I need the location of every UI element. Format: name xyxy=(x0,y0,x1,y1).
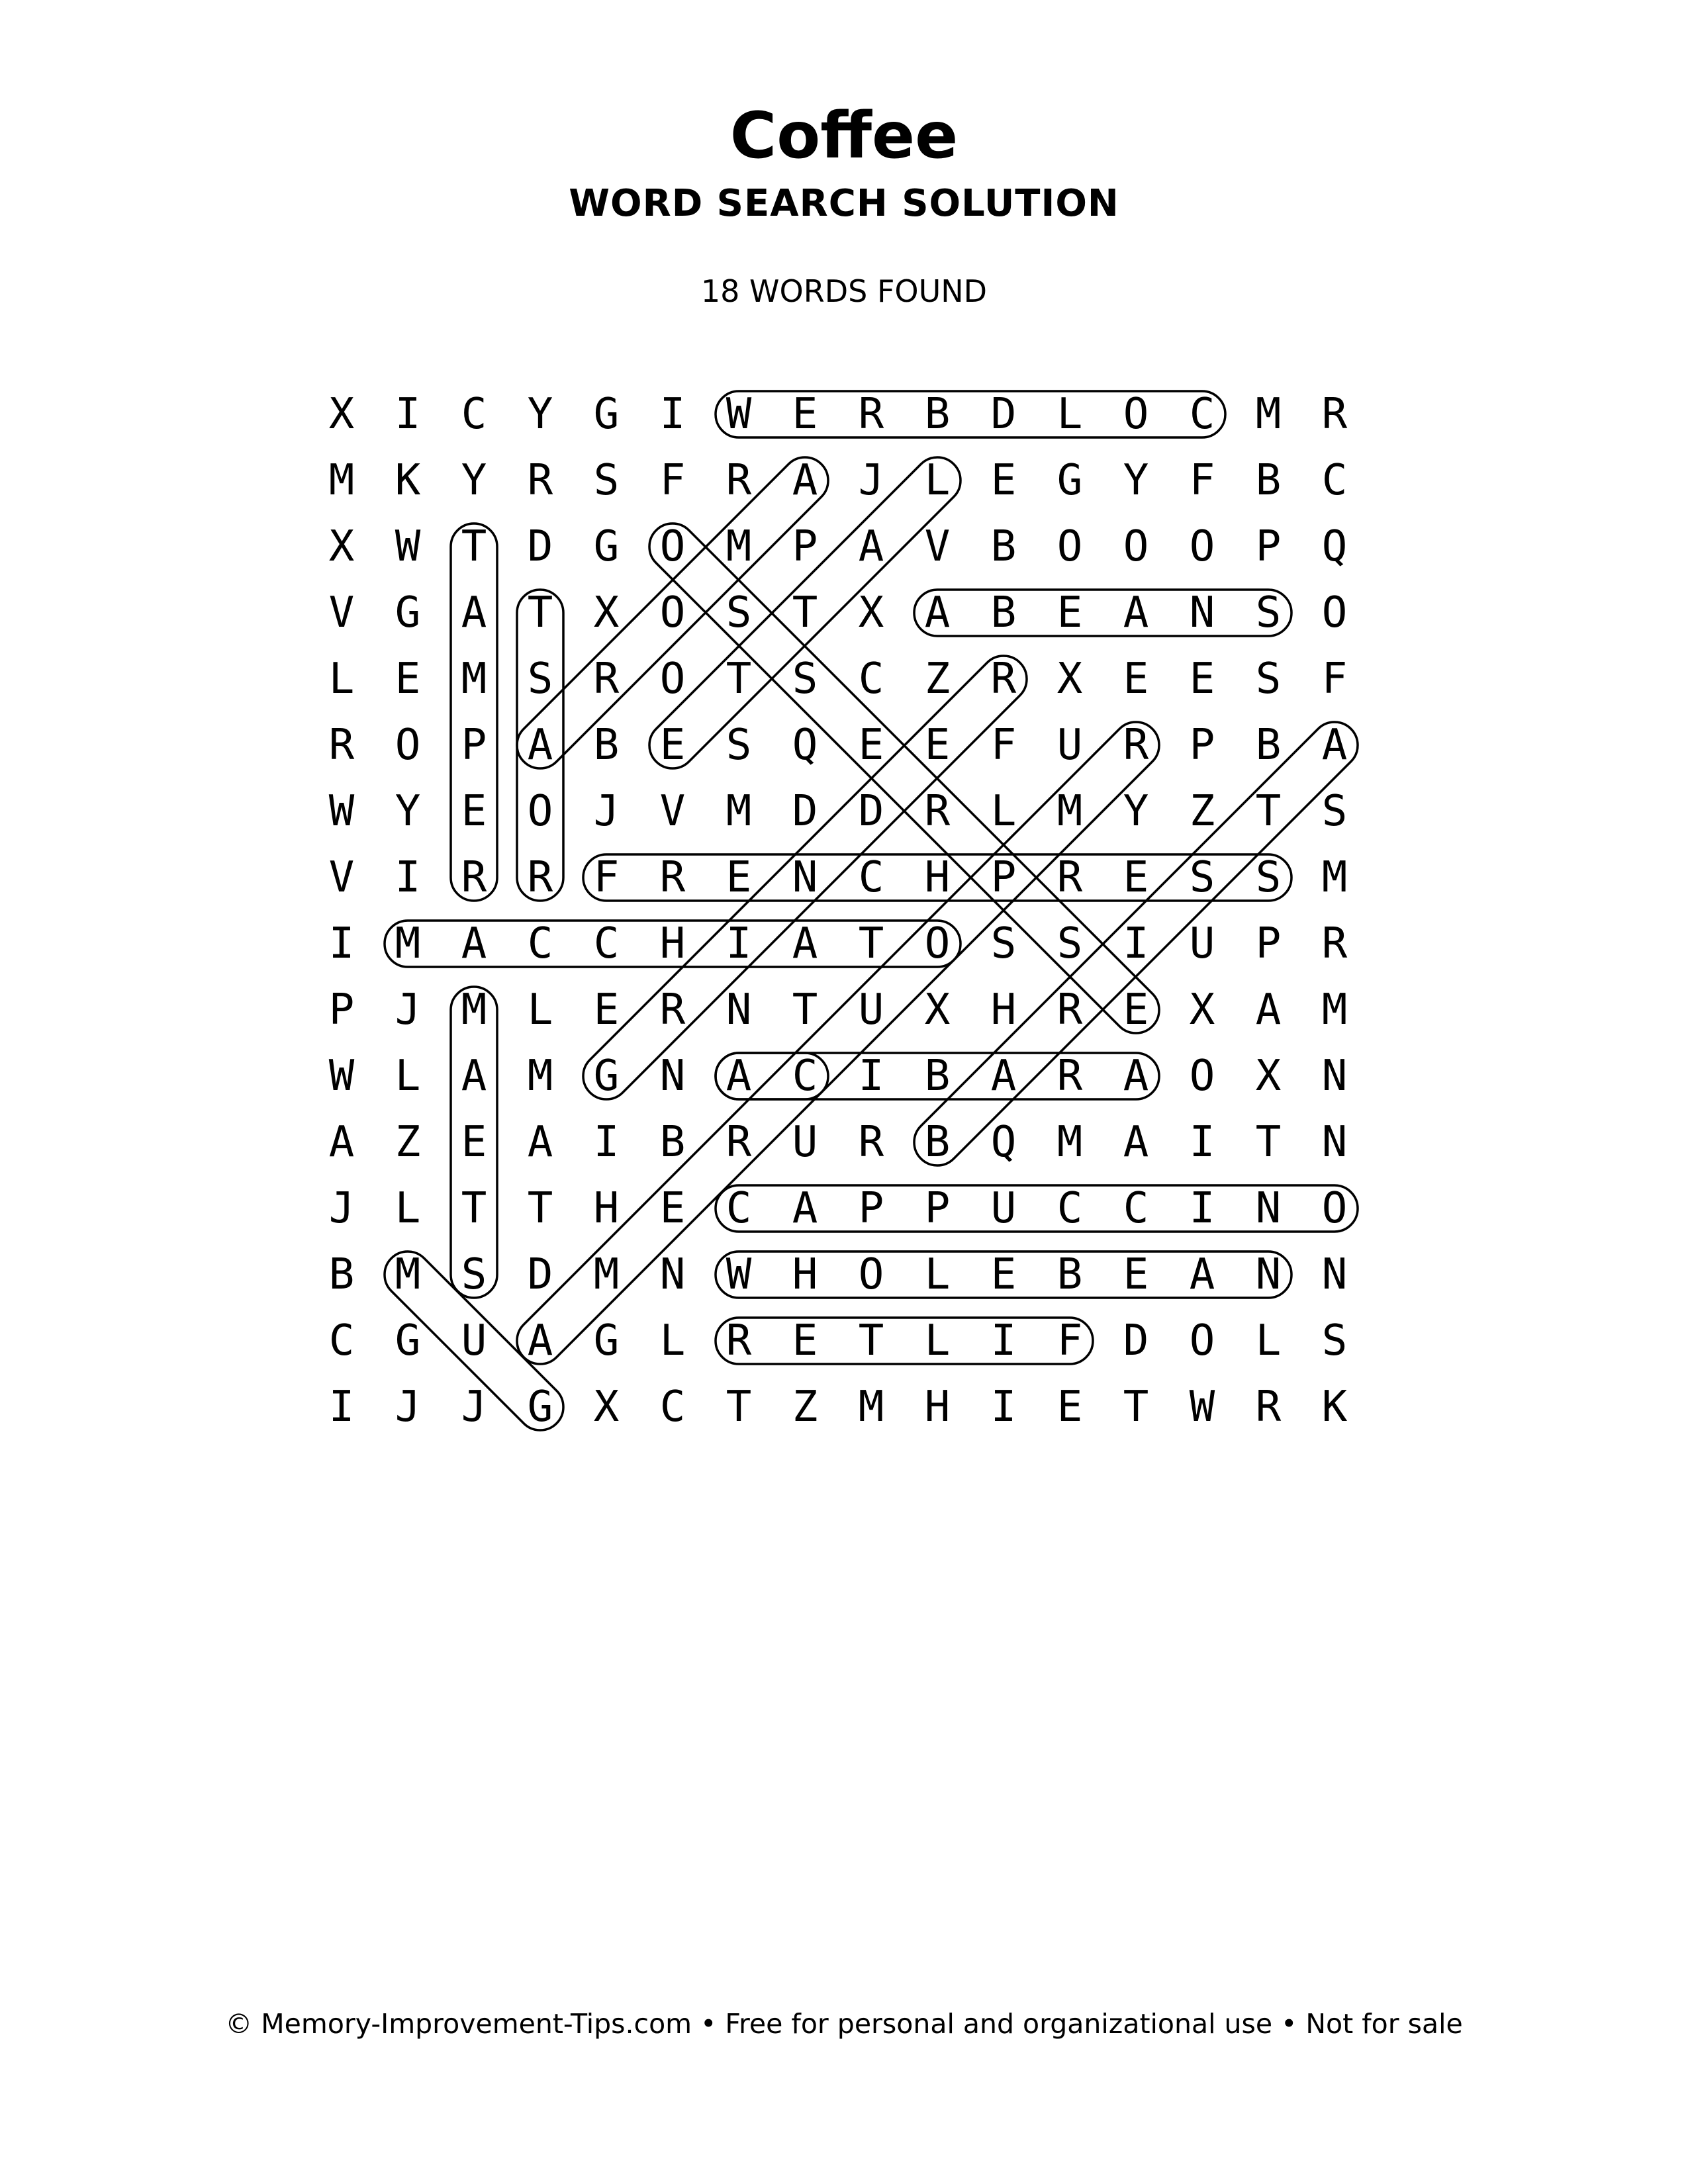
grid-letter: N xyxy=(1189,588,1215,637)
grid-letter: T xyxy=(792,588,818,637)
grid-letter: O xyxy=(1189,1052,1215,1101)
grid-letter: C xyxy=(1189,390,1215,439)
grid-letter: E xyxy=(1189,655,1215,704)
grid-letter: R xyxy=(1056,985,1083,1034)
grid-letter: G xyxy=(593,522,620,571)
grid-letter: B xyxy=(1056,1250,1083,1299)
grid-letter: R xyxy=(990,655,1017,704)
grid-letter: R xyxy=(527,853,553,902)
grid-letter: T xyxy=(726,655,752,704)
grid-letter: M xyxy=(1056,1118,1083,1167)
grid-letter: I xyxy=(990,1383,1017,1432)
grid-letter: D xyxy=(527,1250,553,1299)
grid-letter: T xyxy=(461,522,487,571)
grid-letter: G xyxy=(395,588,421,637)
grid-letter: N xyxy=(1321,1052,1348,1101)
grid-letter: A xyxy=(792,456,818,505)
grid-letter: K xyxy=(1321,1383,1348,1432)
grid-letter: A xyxy=(924,588,951,637)
grid-letter: F xyxy=(990,721,1017,770)
grid-letter: B xyxy=(924,390,951,439)
grid-letter: P xyxy=(1255,522,1282,571)
grid-letter: M xyxy=(395,919,421,968)
copyright-footer: © Memory-Improvement-Tips.com • Free for personal and organizational use • Not for sale xyxy=(225,2008,1463,2040)
grid-letter: G xyxy=(395,1316,421,1365)
grid-letter: J xyxy=(593,787,620,836)
grid-letter: A xyxy=(792,919,818,968)
grid-letter: H xyxy=(659,919,686,968)
grid-letter: E xyxy=(659,721,686,770)
grid-letter: E xyxy=(1123,985,1149,1034)
grid-letter: S xyxy=(1255,655,1282,704)
grid-letter: R xyxy=(1255,1383,1282,1432)
grid-letter: X xyxy=(593,1383,620,1432)
grid-letter: Z xyxy=(924,655,951,704)
grid-letter: R xyxy=(924,787,951,836)
grid-letter: Z xyxy=(395,1118,421,1167)
grid-letter: S xyxy=(1321,787,1348,836)
grid-letter: A xyxy=(792,1184,818,1233)
grid-letter: S xyxy=(461,1250,487,1299)
grid-letter: W xyxy=(328,787,355,836)
grid-letter: P xyxy=(924,1184,951,1233)
grid-letter: V xyxy=(328,588,355,637)
grid-letter: X xyxy=(328,522,355,571)
grid-letter: A xyxy=(1123,1052,1149,1101)
grid-letter: E xyxy=(461,787,487,836)
grid-letter: I xyxy=(593,1118,620,1167)
grid-letter: R xyxy=(1123,721,1149,770)
grid-letter: E xyxy=(395,655,421,704)
grid-letter: D xyxy=(792,787,818,836)
grid-letter: V xyxy=(924,522,951,571)
grid-letter: I xyxy=(328,919,355,968)
grid-letter: O xyxy=(659,522,686,571)
word-outline xyxy=(640,514,1169,1043)
grid-letter: Q xyxy=(792,721,818,770)
grid-letter: I xyxy=(328,1383,355,1432)
grid-letter: E xyxy=(792,390,818,439)
grid-letter: E xyxy=(792,1316,818,1365)
grid-letter: D xyxy=(858,787,884,836)
grid-letter: I xyxy=(395,853,421,902)
grid-letter: L xyxy=(924,456,951,505)
grid-letter: L xyxy=(395,1184,421,1233)
grid-letter: B xyxy=(990,588,1017,637)
grid-letter: M xyxy=(461,655,487,704)
grid-letter: L xyxy=(527,985,553,1034)
grid-letter: W xyxy=(395,522,421,571)
grid-letter: S xyxy=(726,721,752,770)
grid-letter: U xyxy=(1189,919,1215,968)
grid-letter: P xyxy=(858,1184,884,1233)
grid-letter: T xyxy=(858,1316,884,1365)
grid-letter: H xyxy=(792,1250,818,1299)
grid-letter: L xyxy=(1255,1316,1282,1365)
grid-letter: C xyxy=(1123,1184,1149,1233)
grid-letter: M xyxy=(395,1250,421,1299)
grid-letter: C xyxy=(792,1052,818,1101)
grid-letter: H xyxy=(924,1383,951,1432)
grid-letter: T xyxy=(461,1184,487,1233)
grid-letter: E xyxy=(1123,1250,1149,1299)
grid-letter: E xyxy=(461,1118,487,1167)
grid-letter: U xyxy=(792,1118,818,1167)
grid-letter: M xyxy=(1321,985,1348,1034)
grid-letter: U xyxy=(858,985,884,1034)
grid-letter: E xyxy=(593,985,620,1034)
grid-letter: N xyxy=(726,985,752,1034)
grid-letter: O xyxy=(1189,522,1215,571)
grid-letter: G xyxy=(593,1316,620,1365)
grid-letter: J xyxy=(461,1383,487,1432)
grid-letter: A xyxy=(1321,721,1348,770)
grid-letter: M xyxy=(1321,853,1348,902)
grid-letter: O xyxy=(1189,1316,1215,1365)
grid-letter: F xyxy=(659,456,686,505)
grid-letter: P xyxy=(792,522,818,571)
grid-letter: A xyxy=(726,1052,752,1101)
grid-letter: C xyxy=(726,1184,752,1233)
grid-letter: X xyxy=(1189,985,1215,1034)
grid-letter: G xyxy=(527,1383,553,1432)
grid-letter: E xyxy=(659,1184,686,1233)
grid-letter: N xyxy=(659,1052,686,1101)
grid-letter: Y xyxy=(1123,787,1149,836)
grid-letter: Y xyxy=(395,787,421,836)
grid-letter: D xyxy=(1123,1316,1149,1365)
grid-letter: R xyxy=(527,456,553,505)
grid-letter: N xyxy=(792,853,818,902)
grid-letter: R xyxy=(1321,919,1348,968)
grid-letter: M xyxy=(726,522,752,571)
grid-letter: J xyxy=(858,456,884,505)
word-outline xyxy=(914,590,1291,636)
grid-letter: H xyxy=(924,853,951,902)
grid-letter: A xyxy=(1189,1250,1215,1299)
grid-letter: G xyxy=(593,1052,620,1101)
grid-letter: A xyxy=(1123,1118,1149,1167)
grid-letter: Q xyxy=(1321,522,1348,571)
grid-letter: R xyxy=(1321,390,1348,439)
grid-letter: E xyxy=(990,456,1017,505)
grid-letter: B xyxy=(924,1052,951,1101)
grid-letter: N xyxy=(1321,1250,1348,1299)
grid-letter: Z xyxy=(792,1383,818,1432)
grid-letter: X xyxy=(593,588,620,637)
grid-letter: I xyxy=(990,1316,1017,1365)
grid-letter: Y xyxy=(527,390,553,439)
grid-letter: T xyxy=(1255,1118,1282,1167)
grid-letter: S xyxy=(1056,919,1083,968)
grid-letter: S xyxy=(1189,853,1215,902)
grid-letter: S xyxy=(593,456,620,505)
grid-letter: A xyxy=(1123,588,1149,637)
grid-letter: A xyxy=(858,522,884,571)
grid-letter: L xyxy=(395,1052,421,1101)
grid-letter: B xyxy=(593,721,620,770)
grid-letter: L xyxy=(328,655,355,704)
grid-letter: O xyxy=(1321,1184,1348,1233)
grid-letter: J xyxy=(395,985,421,1034)
grid-letter: O xyxy=(395,721,421,770)
grid-letter: A xyxy=(527,1316,553,1365)
grid-letter: A xyxy=(461,1052,487,1101)
grid-letter: F xyxy=(593,853,620,902)
grid-letter: R xyxy=(461,853,487,902)
grid-letter: H xyxy=(990,985,1017,1034)
grid-letter: T xyxy=(1123,1383,1149,1432)
grid-letter: P xyxy=(1255,919,1282,968)
grid-letter: O xyxy=(1321,588,1348,637)
grid-letter: O xyxy=(1123,390,1149,439)
grid-letter: O xyxy=(924,919,951,968)
grid-letter: D xyxy=(990,390,1017,439)
grid-letter: R xyxy=(1056,1052,1083,1101)
grid-letter: C xyxy=(527,919,553,968)
grid-letter: M xyxy=(527,1052,553,1101)
grid-letter: X xyxy=(858,588,884,637)
grid-letter: E xyxy=(726,853,752,902)
grid-letter: M xyxy=(1255,390,1282,439)
grid-letter: T xyxy=(858,919,884,968)
grid-letter: S xyxy=(726,588,752,637)
grid-letter: M xyxy=(726,787,752,836)
grid-letter: S xyxy=(527,655,553,704)
grid-letter: W xyxy=(328,1052,355,1101)
grid-letter: S xyxy=(1255,853,1282,902)
grid-letter: L xyxy=(1056,390,1083,439)
grid-letter: T xyxy=(527,1184,553,1233)
grid-letter: E xyxy=(924,721,951,770)
grid-letter: R xyxy=(659,853,686,902)
grid-letter: G xyxy=(1056,456,1083,505)
grid-letter: Y xyxy=(461,456,487,505)
grid-letter: M xyxy=(328,456,355,505)
grid-letter: B xyxy=(328,1250,355,1299)
grid-letter: J xyxy=(395,1383,421,1432)
word-outline xyxy=(451,523,497,901)
grid-letter: A xyxy=(990,1052,1017,1101)
grid-letter: A xyxy=(461,919,487,968)
grid-letter: R xyxy=(858,1118,884,1167)
grid-letter: U xyxy=(461,1316,487,1365)
grid-letter: C xyxy=(858,655,884,704)
grid-letter: X xyxy=(328,390,355,439)
grid-letter: E xyxy=(990,1250,1017,1299)
grid-letter: B xyxy=(924,1118,951,1167)
grid-letter: C xyxy=(328,1316,355,1365)
grid-letter: R xyxy=(726,456,752,505)
grid-letter: A xyxy=(328,1118,355,1167)
grid-letter: V xyxy=(659,787,686,836)
grid-letter: I xyxy=(1189,1118,1215,1167)
grid-letter: N xyxy=(659,1250,686,1299)
grid-letter: U xyxy=(990,1184,1017,1233)
grid-letter: O xyxy=(659,588,686,637)
grid-letter: T xyxy=(726,1383,752,1432)
grid-letter: C xyxy=(461,390,487,439)
grid-letter: Y xyxy=(1123,456,1149,505)
grid-letter: C xyxy=(858,853,884,902)
grid-letter: F xyxy=(1056,1316,1083,1365)
grid-letter: B xyxy=(1255,456,1282,505)
grid-letter: I xyxy=(858,1052,884,1101)
grid-letter: O xyxy=(659,655,686,704)
grid-letter: B xyxy=(1255,721,1282,770)
grid-letter: M xyxy=(858,1383,884,1432)
grid-letter: N xyxy=(1321,1118,1348,1167)
grid-letter: N xyxy=(1255,1184,1282,1233)
grid-letter: L xyxy=(990,787,1017,836)
grid-letter: S xyxy=(990,919,1017,968)
grid-letter: W xyxy=(726,1250,752,1299)
grid-letter: A xyxy=(461,588,487,637)
grid-letter: Z xyxy=(1189,787,1215,836)
grid-letter: E xyxy=(1123,655,1149,704)
grid-letter: E xyxy=(858,721,884,770)
grid-letter: C xyxy=(593,919,620,968)
grid-letter: A xyxy=(527,1118,553,1167)
grid-letter: H xyxy=(593,1184,620,1233)
grid-letter: M xyxy=(461,985,487,1034)
grid-letter: P xyxy=(328,985,355,1034)
grid-letter: V xyxy=(328,853,355,902)
grid-letter: R xyxy=(726,1118,752,1167)
grid-letter: I xyxy=(659,390,686,439)
grid-letter: E xyxy=(1056,588,1083,637)
grid-letter: C xyxy=(1056,1184,1083,1233)
grid-letter: O xyxy=(1056,522,1083,571)
grid-letter: R xyxy=(726,1316,752,1365)
grid-letter: Q xyxy=(990,1118,1017,1167)
grid-letter: W xyxy=(1189,1383,1215,1432)
grid-letter: R xyxy=(858,390,884,439)
grid-letter: U xyxy=(1056,721,1083,770)
grid-letter: I xyxy=(1189,1184,1215,1233)
grid-letter: P xyxy=(990,853,1017,902)
grid-letter: C xyxy=(1321,456,1348,505)
grid-letter: K xyxy=(395,456,421,505)
grid-letter: O xyxy=(1123,522,1149,571)
grid-letter: D xyxy=(527,522,553,571)
grid-letter: N xyxy=(1255,1250,1282,1299)
grid-letter: W xyxy=(726,390,752,439)
puzzle-title: Coffee xyxy=(729,99,959,173)
word-outline xyxy=(716,1318,1093,1364)
grid-letter: A xyxy=(1255,985,1282,1034)
grid-letter: M xyxy=(1056,787,1083,836)
grid-letter: T xyxy=(1255,787,1282,836)
grid-letter: E xyxy=(1056,1383,1083,1432)
words-found-count: 18 WORDS FOUND xyxy=(700,273,988,309)
grid-letter: I xyxy=(726,919,752,968)
grid-letter: P xyxy=(461,721,487,770)
grid-letter: X xyxy=(1255,1052,1282,1101)
puzzle-subtitle: WORD SEARCH SOLUTION xyxy=(569,182,1119,225)
grid-letter: A xyxy=(527,721,553,770)
grid-letter: B xyxy=(659,1118,686,1167)
grid-letter: S xyxy=(1255,588,1282,637)
grid-letter: T xyxy=(792,985,818,1034)
grid-letter: J xyxy=(328,1184,355,1233)
grid-letter: G xyxy=(593,390,620,439)
grid-letter: C xyxy=(659,1383,686,1432)
grid-letter: S xyxy=(1321,1316,1348,1365)
grid-letter: X xyxy=(924,985,951,1034)
grid-letter: R xyxy=(1056,853,1083,902)
grid-letter: M xyxy=(593,1250,620,1299)
grid-letter: B xyxy=(990,522,1017,571)
grid-letter: E xyxy=(1123,853,1149,902)
grid-letter: T xyxy=(527,588,553,637)
grid-letter: R xyxy=(659,985,686,1034)
grid-letter: S xyxy=(792,655,818,704)
grid-letter: F xyxy=(1321,655,1348,704)
grid-letter: X xyxy=(1056,655,1083,704)
grid-letter: L xyxy=(924,1250,951,1299)
grid-letter: P xyxy=(1189,721,1215,770)
grid-letter: R xyxy=(593,655,620,704)
grid-letter: L xyxy=(924,1316,951,1365)
grid-letter: R xyxy=(328,721,355,770)
grid-letter: O xyxy=(527,787,553,836)
grid-letter: L xyxy=(659,1316,686,1365)
grid-letter: I xyxy=(1123,919,1149,968)
grid-letter: I xyxy=(395,390,421,439)
grid-letter: F xyxy=(1189,456,1215,505)
grid-letter: O xyxy=(858,1250,884,1299)
